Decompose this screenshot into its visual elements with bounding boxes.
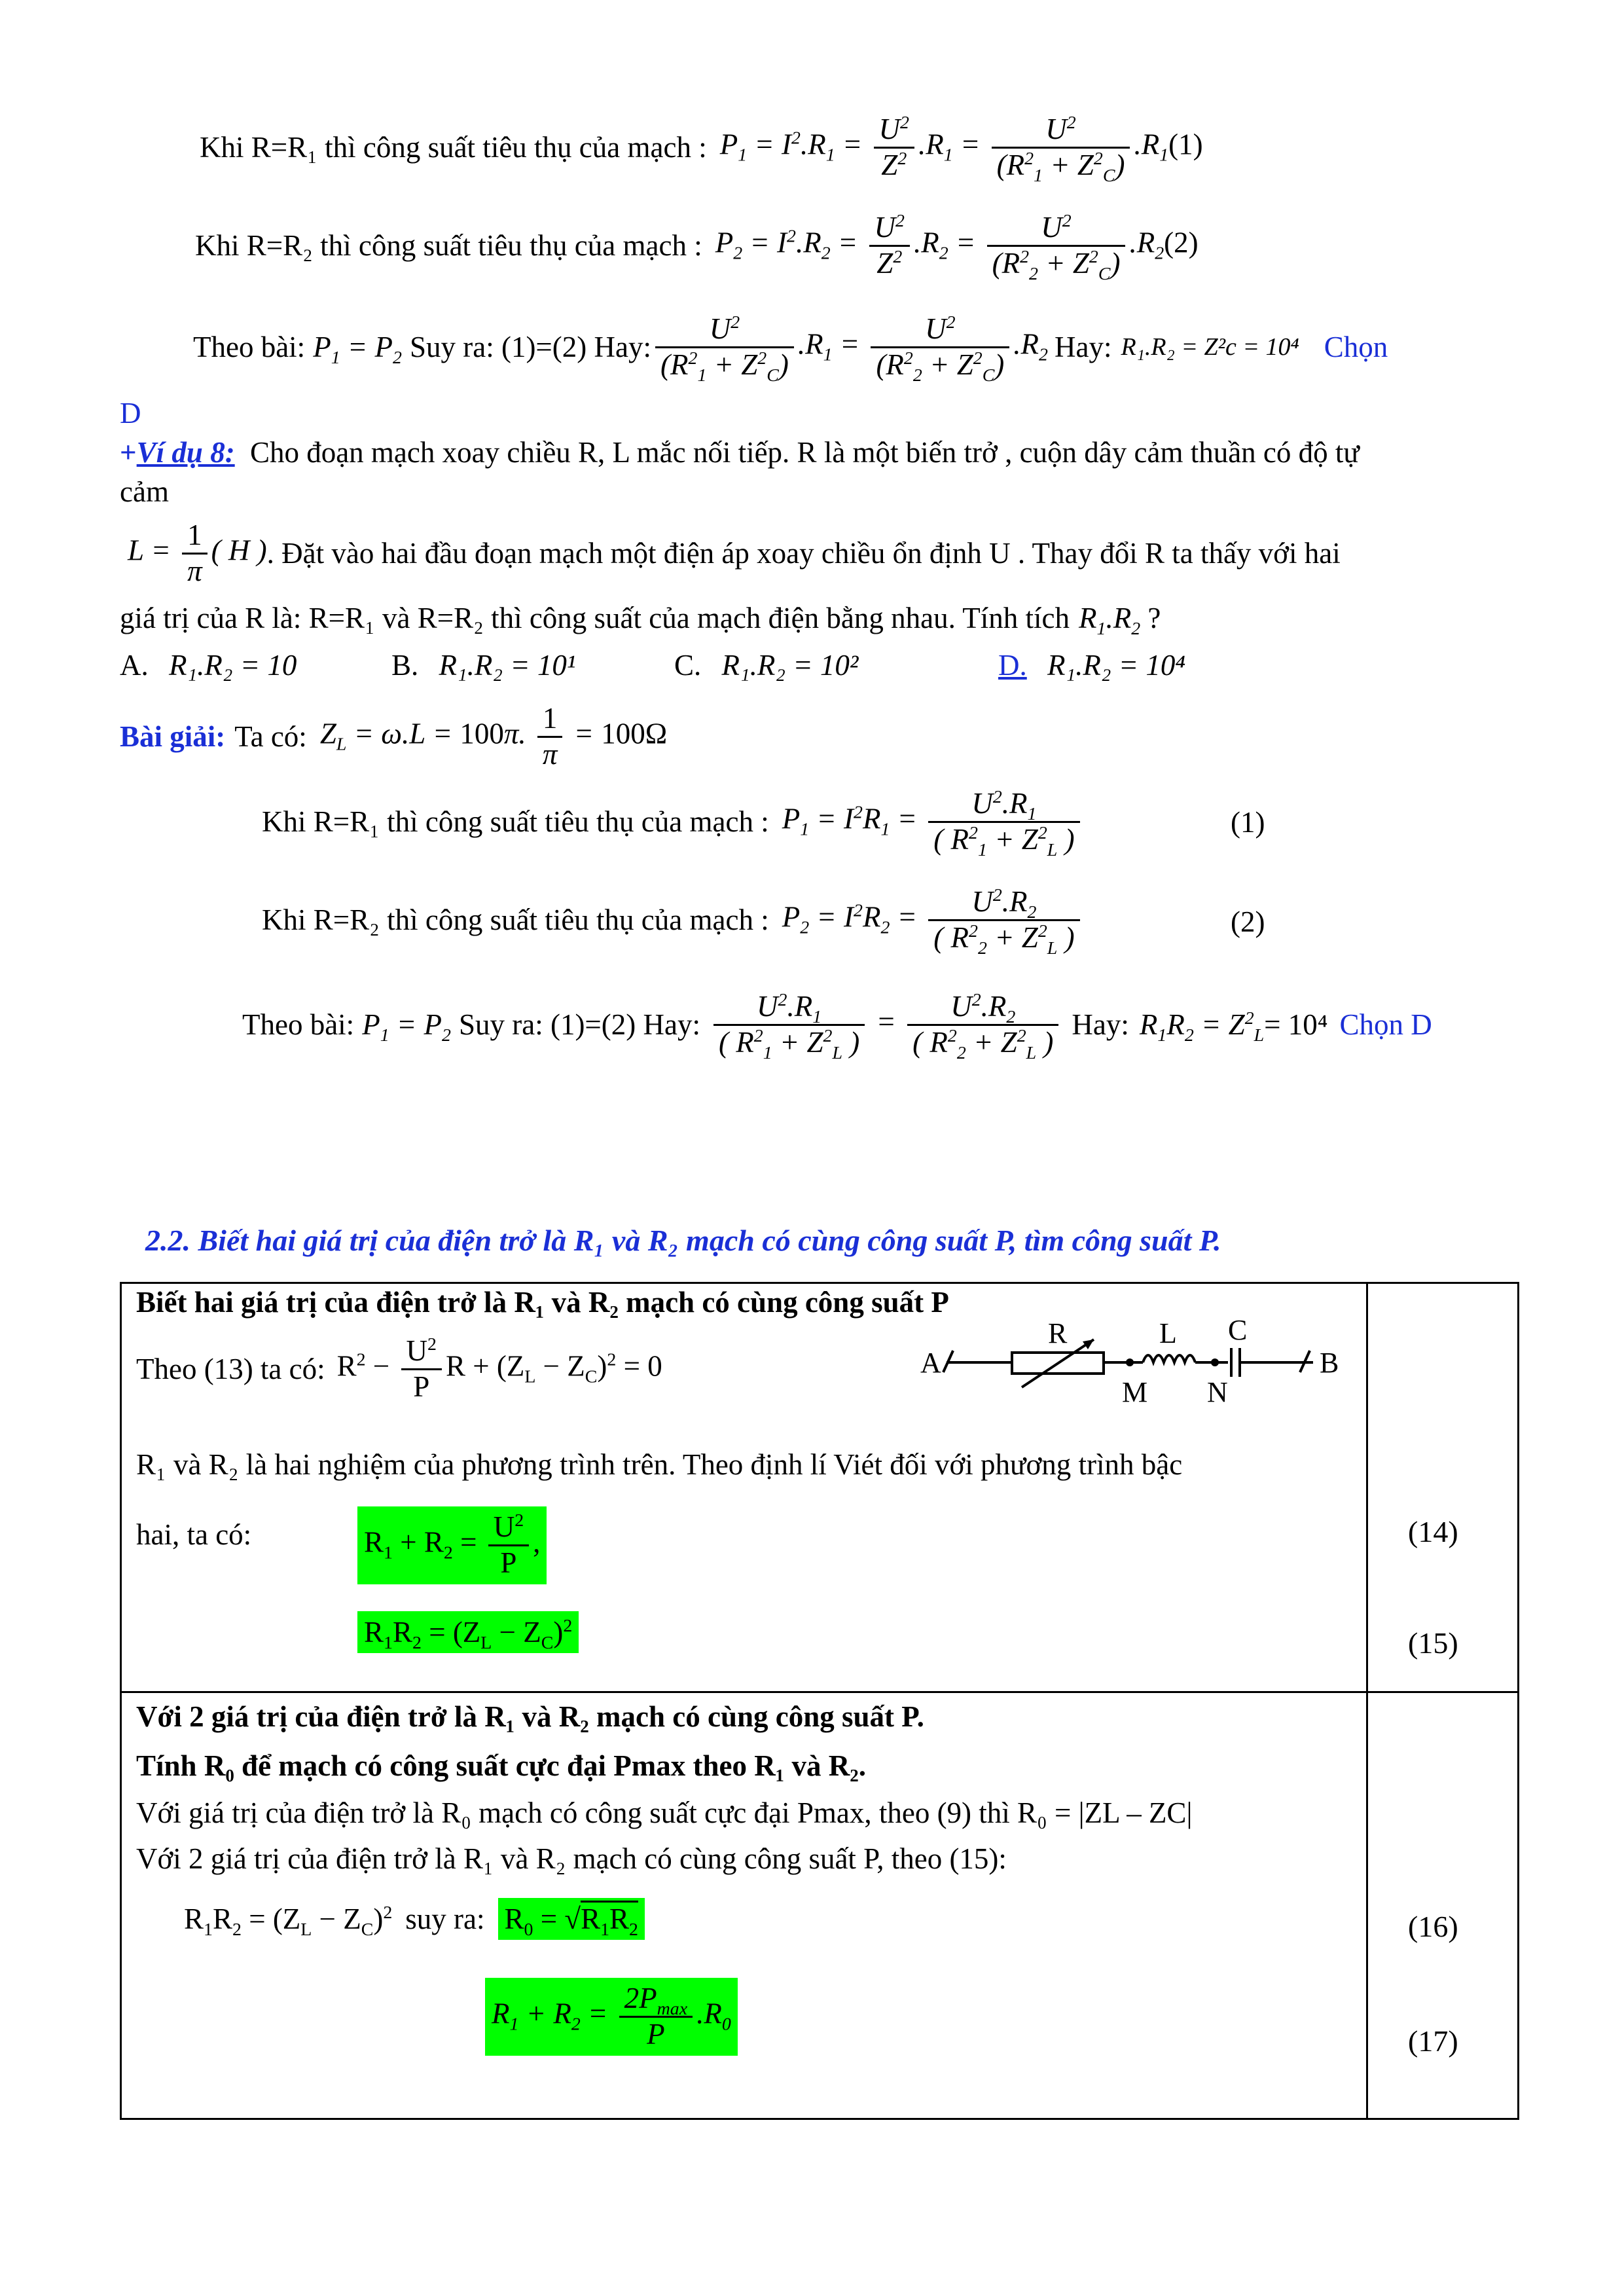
solution-r1r2: $R_1R_2 = Z^2_L$ xyxy=(1139,1008,1265,1046)
example-label: Ví dụ 8: xyxy=(136,436,235,469)
section-heading: 2.2. Biết hai giá trị của điện trở là R₁ và R₂ mạch có cùng công suất P, tìm công suất P. xyxy=(145,1224,1221,1257)
line-p2-text: Khi R=R₂ thì công suất tiêu thụ của mạch : xyxy=(195,229,702,262)
solution-lead: Ta có: xyxy=(234,720,307,753)
p1-eq-p2: $P_1 = P_2$ xyxy=(313,331,402,368)
line-p1-text: Khi R=R₁ thì công suất tiêu thụ của mạch : xyxy=(200,131,707,164)
solution-theo: Theo bài: xyxy=(242,1008,355,1041)
formula-table xyxy=(120,1282,1519,2120)
solution-choose: Chọn D xyxy=(1339,1008,1432,1041)
label-a: A xyxy=(920,1347,941,1379)
table-row-divider xyxy=(122,1691,1517,1693)
table-column-divider xyxy=(1366,1284,1368,2118)
solution-line1-text: Khi R=R₁ thì công suất tiêu thụ của mạch : xyxy=(262,805,769,838)
option-d-label: D. xyxy=(998,649,1027,682)
theo-result: R₁.R₂ = Z²c = 10⁴ xyxy=(1121,333,1299,361)
choose-label: Chọn xyxy=(1324,331,1388,363)
line-p2 xyxy=(195,196,1199,295)
row2-title1: Với 2 giá trị của điện trở là R₁ và R₂ mạch có cùng công suất P. xyxy=(136,1700,924,1733)
row2-suyra: suy ra: xyxy=(405,1903,485,1935)
circuit-diagram xyxy=(907,1310,1352,1408)
option-d[interactable] xyxy=(998,648,1185,682)
eq-16: (16) xyxy=(1408,1910,1458,1943)
solution-result: = 10⁴ xyxy=(1264,1008,1328,1041)
vieta-product: $R_1R_2 = (Z_L - Z_C)^2$ xyxy=(357,1611,579,1653)
row2-equation xyxy=(184,1886,645,1952)
solution-p2: $P_2 = I^2R_2$ = $\frac{U^2.R_2}{( R^2_2 + Z^2_L )}$ xyxy=(782,885,1084,955)
row1-theo: Theo (13) ta có: xyxy=(136,1353,325,1385)
row1-title: Biết hai giá trị của điện trở là R₁ và R₂ mạch có cùng công suất P xyxy=(136,1286,949,1319)
node-m xyxy=(1126,1358,1134,1366)
sum-pmax-formula: $R_1 + R_2$ = $2P_{max}$ P $.R_0$ xyxy=(485,1978,738,2056)
theo-mid: Suy ra: (1)=(2) Hay: xyxy=(409,331,651,363)
inductance-formula: L = $\frac{1}{\pi}$ ( H ) xyxy=(128,518,267,587)
solution-eq1: (1) xyxy=(1231,806,1265,839)
row1-text2: hai, ta có: xyxy=(136,1518,252,1551)
example-text2: . Đặt vào hai đầu đoạn mạch một điện áp xoay chiều ổn định U . Thay đổi R ta thấy với hai xyxy=(266,537,1341,570)
label-m: M xyxy=(1122,1376,1148,1408)
solution-hay: Hay: xyxy=(1072,1008,1129,1041)
example-text3: giá trị của R là: R=R₁ và R=R₂ thì công suất của mạch điện bằng nhau. Tính tích xyxy=(120,602,1070,634)
label-b: B xyxy=(1320,1347,1339,1379)
line-p1 xyxy=(200,98,1203,196)
label-c: C xyxy=(1228,1314,1248,1346)
example-text1b: cảm xyxy=(120,475,169,508)
row1-quadratic: $R^2$ − $\frac{U^2}{P}$ $R + (Z_L - Z_C)^2 = 0$ xyxy=(336,1334,662,1403)
formula-p1: $P_1 = I^2.R_1$ = $\frac{U^2}{Z^2}$ $.R_1$ = $\frac{U^2}{(R^2_1 + Z^2_C)}$ $.R_1(1)$ xyxy=(719,112,1203,186)
label-r: R xyxy=(1048,1317,1068,1349)
theo-lead: Theo bài: xyxy=(193,331,306,363)
node-n xyxy=(1211,1358,1219,1366)
solution-p1-p2: $P_1 = P_2$ xyxy=(362,1008,451,1046)
r0-formula: $R_0 = √R_1R_2$ xyxy=(498,1898,645,1940)
product-question: $R_1.R_2$ ? xyxy=(1079,602,1161,639)
choose-d: D xyxy=(120,397,141,429)
formula-equal: $\frac{U^2}{(R^2_1 + Z^2_C)}$ $.R_1$ = $\frac{U^2}{(R^2_2 + Z^2_C)}$ $.R_2$ xyxy=(651,312,1048,382)
example-header xyxy=(120,435,1360,469)
solution-p1: $P_1 = I^2R_1$ = $\frac{U^2.R_1}{( R^2_1 + Z^2_L )}$ xyxy=(782,787,1084,857)
option-c-label: C. xyxy=(674,649,702,682)
option-c[interactable] xyxy=(674,648,858,682)
option-d-value: R₁.R₂ = 10⁴ xyxy=(1047,649,1186,682)
option-a[interactable] xyxy=(120,648,297,682)
zl-formula: $Z_L = \omega.L = 100\pi$. $\frac{1}{\pi}$ = 100Ω xyxy=(319,701,668,771)
example-text1: Cho đoạn mạch xoay chiều R, L mắc nối tiếp. R là một biến trở , cuộn dây cảm thuần có độ tự xyxy=(249,436,1360,469)
label-l: L xyxy=(1159,1317,1177,1349)
option-b[interactable] xyxy=(391,648,575,682)
row2-title2: Tính R₀ để mạch có công suất cực đại Pmax theo R₁ và R₂. xyxy=(136,1749,866,1782)
example-line2 xyxy=(128,507,1341,599)
solution-line3 xyxy=(242,975,1432,1074)
solution-line1 xyxy=(262,776,1084,867)
eq-17: (17) xyxy=(1408,2024,1458,2058)
row1-equation xyxy=(136,1323,662,1415)
inductor-coil xyxy=(1143,1355,1195,1362)
option-a-label: A. xyxy=(120,649,149,682)
solution-line2 xyxy=(262,874,1084,966)
option-b-label: B. xyxy=(391,649,419,682)
line-theo xyxy=(193,298,1388,396)
solution-label: Bài giải: xyxy=(120,720,226,753)
solution-suyra: Suy ra: (1)=(2) Hay: xyxy=(458,1008,700,1041)
solution-header xyxy=(120,694,667,779)
solution-eq2: (2) xyxy=(1231,905,1265,938)
solution-line2-text: Khi R=R₂ thì công suất tiêu thụ của mạch : xyxy=(262,903,769,936)
eq-14: (14) xyxy=(1408,1515,1458,1548)
option-a-value: R₁.R₂ = 10 xyxy=(169,649,297,682)
example-plus: + xyxy=(120,436,137,469)
row2-product: $R_1R_2 = (Z_L - Z_C)^2$ xyxy=(184,1903,393,1940)
row2-text1: Với giá trị của điện trở là R₀ mạch có công suất cực đại Pmax, theo (9) thì R₀ = |ZL – ZC| xyxy=(136,1796,1193,1829)
vieta-sum: $R_1 + R_2$ = $\frac{U^2}{P}$ , xyxy=(357,1506,547,1584)
option-c-value: R₁.R₂ = 10² xyxy=(721,649,859,682)
label-n: N xyxy=(1207,1376,1228,1408)
formula-p2: $P_2 = I^2.R_2$ = $\frac{U^2}{Z^2}$ $.R_2$ = $\frac{U^2}{(R^2_2 + Z^2_C)}$ $.R_2(2)$ xyxy=(715,210,1199,284)
option-b-value: R₁.R₂ = 10¹ xyxy=(439,649,576,682)
theo-hay: Hay: xyxy=(1055,331,1112,363)
row2-text2: Với 2 giá trị của điện trở là R₁ và R₂ mạch có cùng công suất P, theo (15): xyxy=(136,1842,1007,1875)
row1-text1: R₁ và R₂ là hai nghiệm của phương trình trên. Theo định lí Viét đối với phương trình bậc xyxy=(136,1448,1183,1481)
example-line3 xyxy=(120,601,1161,639)
eq-15: (15) xyxy=(1408,1626,1458,1660)
solution-equal: $\frac{U^2.R_1}{( R^2_1 + Z^2_L )}$ = $\frac{U^2.R_2}{( R^2_2 + Z^2_L )}$ xyxy=(710,990,1062,1060)
